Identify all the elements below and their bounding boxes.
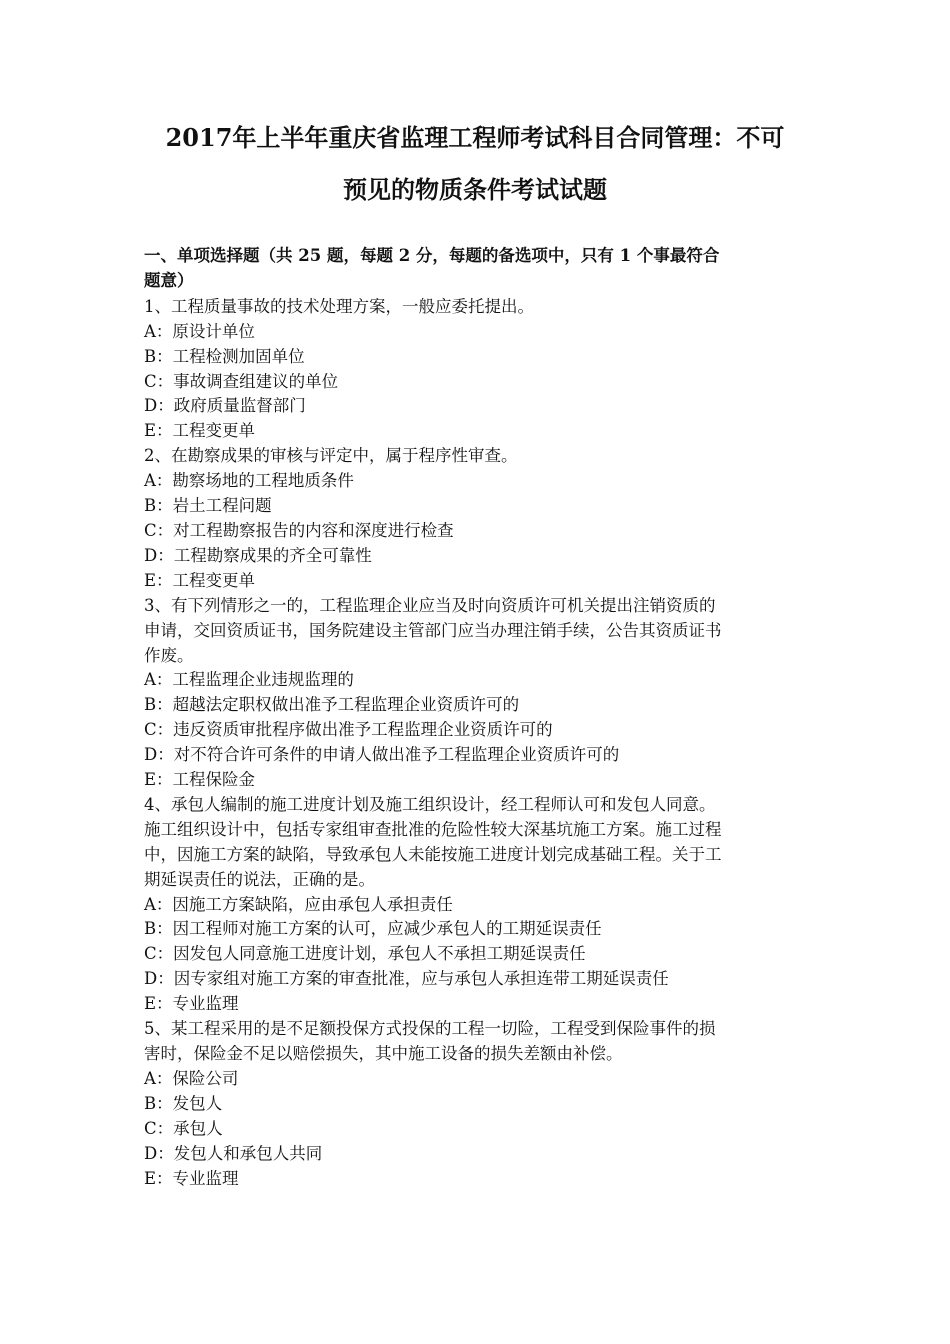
question-item [144, 594, 809, 793]
section-heading-line-1: 一、单项选择题（共 25 题，每题 2 分，每题的备选项中，只有 1 个事最符合 [144, 246, 720, 265]
document-body [144, 244, 809, 1191]
question-stem-line: 申请，交回资质证书，国务院建设主管部门应当办理注销手续，公告其资质证书 [144, 620, 722, 640]
section-heading [144, 244, 809, 294]
question-stem-line: 施工组织设计中，包括专家组审查批准的危险性较大深基坑施工方案。施工过程 [144, 819, 722, 839]
question-stem-line: 中，因施工方案的缺陷，导致承包人未能按施工进度计划完成基础工程。关于工 [144, 844, 722, 864]
question-item [144, 793, 809, 1017]
answer-option: B：超越法定职权做出准予工程监理企业资质许可的 [144, 695, 520, 715]
answer-option: A：因施工方案缺陷，应由承包人承担责任 [144, 894, 453, 914]
answer-option: A：工程监理企业违规监理的 [144, 670, 354, 690]
answer-option: B：岩土工程问题 [144, 496, 272, 516]
answer-option: D：因专家组对施工方案的审查批准，应与承包人承担连带工期延误责任 [144, 969, 669, 989]
answer-option: A：原设计单位 [144, 321, 255, 341]
question-stem-line: 1、工程质量事故的技术处理方案，一般应委托提出。 [144, 296, 534, 316]
answer-option: C：承包人 [144, 1118, 223, 1138]
answer-option: B：工程检测加固单位 [144, 346, 305, 366]
answer-option: C：事故调查组建议的单位 [144, 371, 339, 391]
question-item [144, 295, 809, 444]
answer-option: C：对工程勘察报告的内容和深度进行检查 [144, 520, 454, 540]
question-stem-line: 害时，保险金不足以赔偿损失，其中施工设备的损失差额由补偿。 [144, 1044, 623, 1063]
question-item [144, 444, 809, 593]
question-list [144, 295, 809, 1192]
answer-option: D：对不符合许可条件的申请人做出准予工程监理企业资质许可的 [144, 745, 620, 765]
answer-option: E：工程保险金 [144, 770, 256, 790]
answer-option: A：保险公司 [144, 1068, 239, 1088]
answer-option: B：因工程师对施工方案的认可，应减少承包人的工期延误责任 [144, 919, 602, 939]
question-stem-line: 期延误责任的说法，正确的是。 [144, 869, 375, 889]
title-line-2: 预见的物质条件考试试题 [343, 175, 607, 204]
answer-option: D：发包人和承包人共同 [144, 1143, 323, 1163]
answer-option: E：专业监理 [144, 1168, 239, 1188]
question-stem-line: 作废。 [144, 645, 194, 665]
answer-option: C：因发包人同意施工进度计划，承包人不承担工期延误责任 [144, 944, 586, 964]
question-stem-line: 3、有下列情形之一的，工程监理企业应当及时向资质许可机关提出注销资质的 [144, 595, 716, 615]
answer-option: D：工程勘察成果的齐全可靠性 [144, 545, 372, 565]
answer-option: C：违反资质审批程序做出准予工程监理企业资质许可的 [144, 720, 553, 740]
question-stem-line: 2、在勘察成果的审核与评定中，属于程序性审查。 [144, 446, 518, 466]
title-line-1: 2017年上半年重庆省监理工程师考试科目合同管理：不可 [165, 123, 785, 152]
question-stem-line: 4、承包人编制的施工进度计划及施工组织设计，经工程师认可和发包人同意。 [144, 794, 716, 814]
answer-option: E：工程变更单 [144, 421, 256, 441]
question-stem-line: 5、某工程采用的是不足额投保方式投保的工程一切险，工程受到保险事件的损 [144, 1019, 716, 1039]
answer-option: D：政府质量监督部门 [144, 396, 306, 416]
answer-option: B：发包人 [144, 1093, 223, 1113]
document-title [120, 112, 830, 216]
section-heading-line-2: 题意） [144, 270, 194, 290]
answer-option: E：工程变更单 [144, 570, 256, 590]
answer-option: E：专业监理 [144, 994, 239, 1014]
question-item [144, 1017, 809, 1191]
answer-option: A：勘察场地的工程地质条件 [144, 471, 354, 491]
